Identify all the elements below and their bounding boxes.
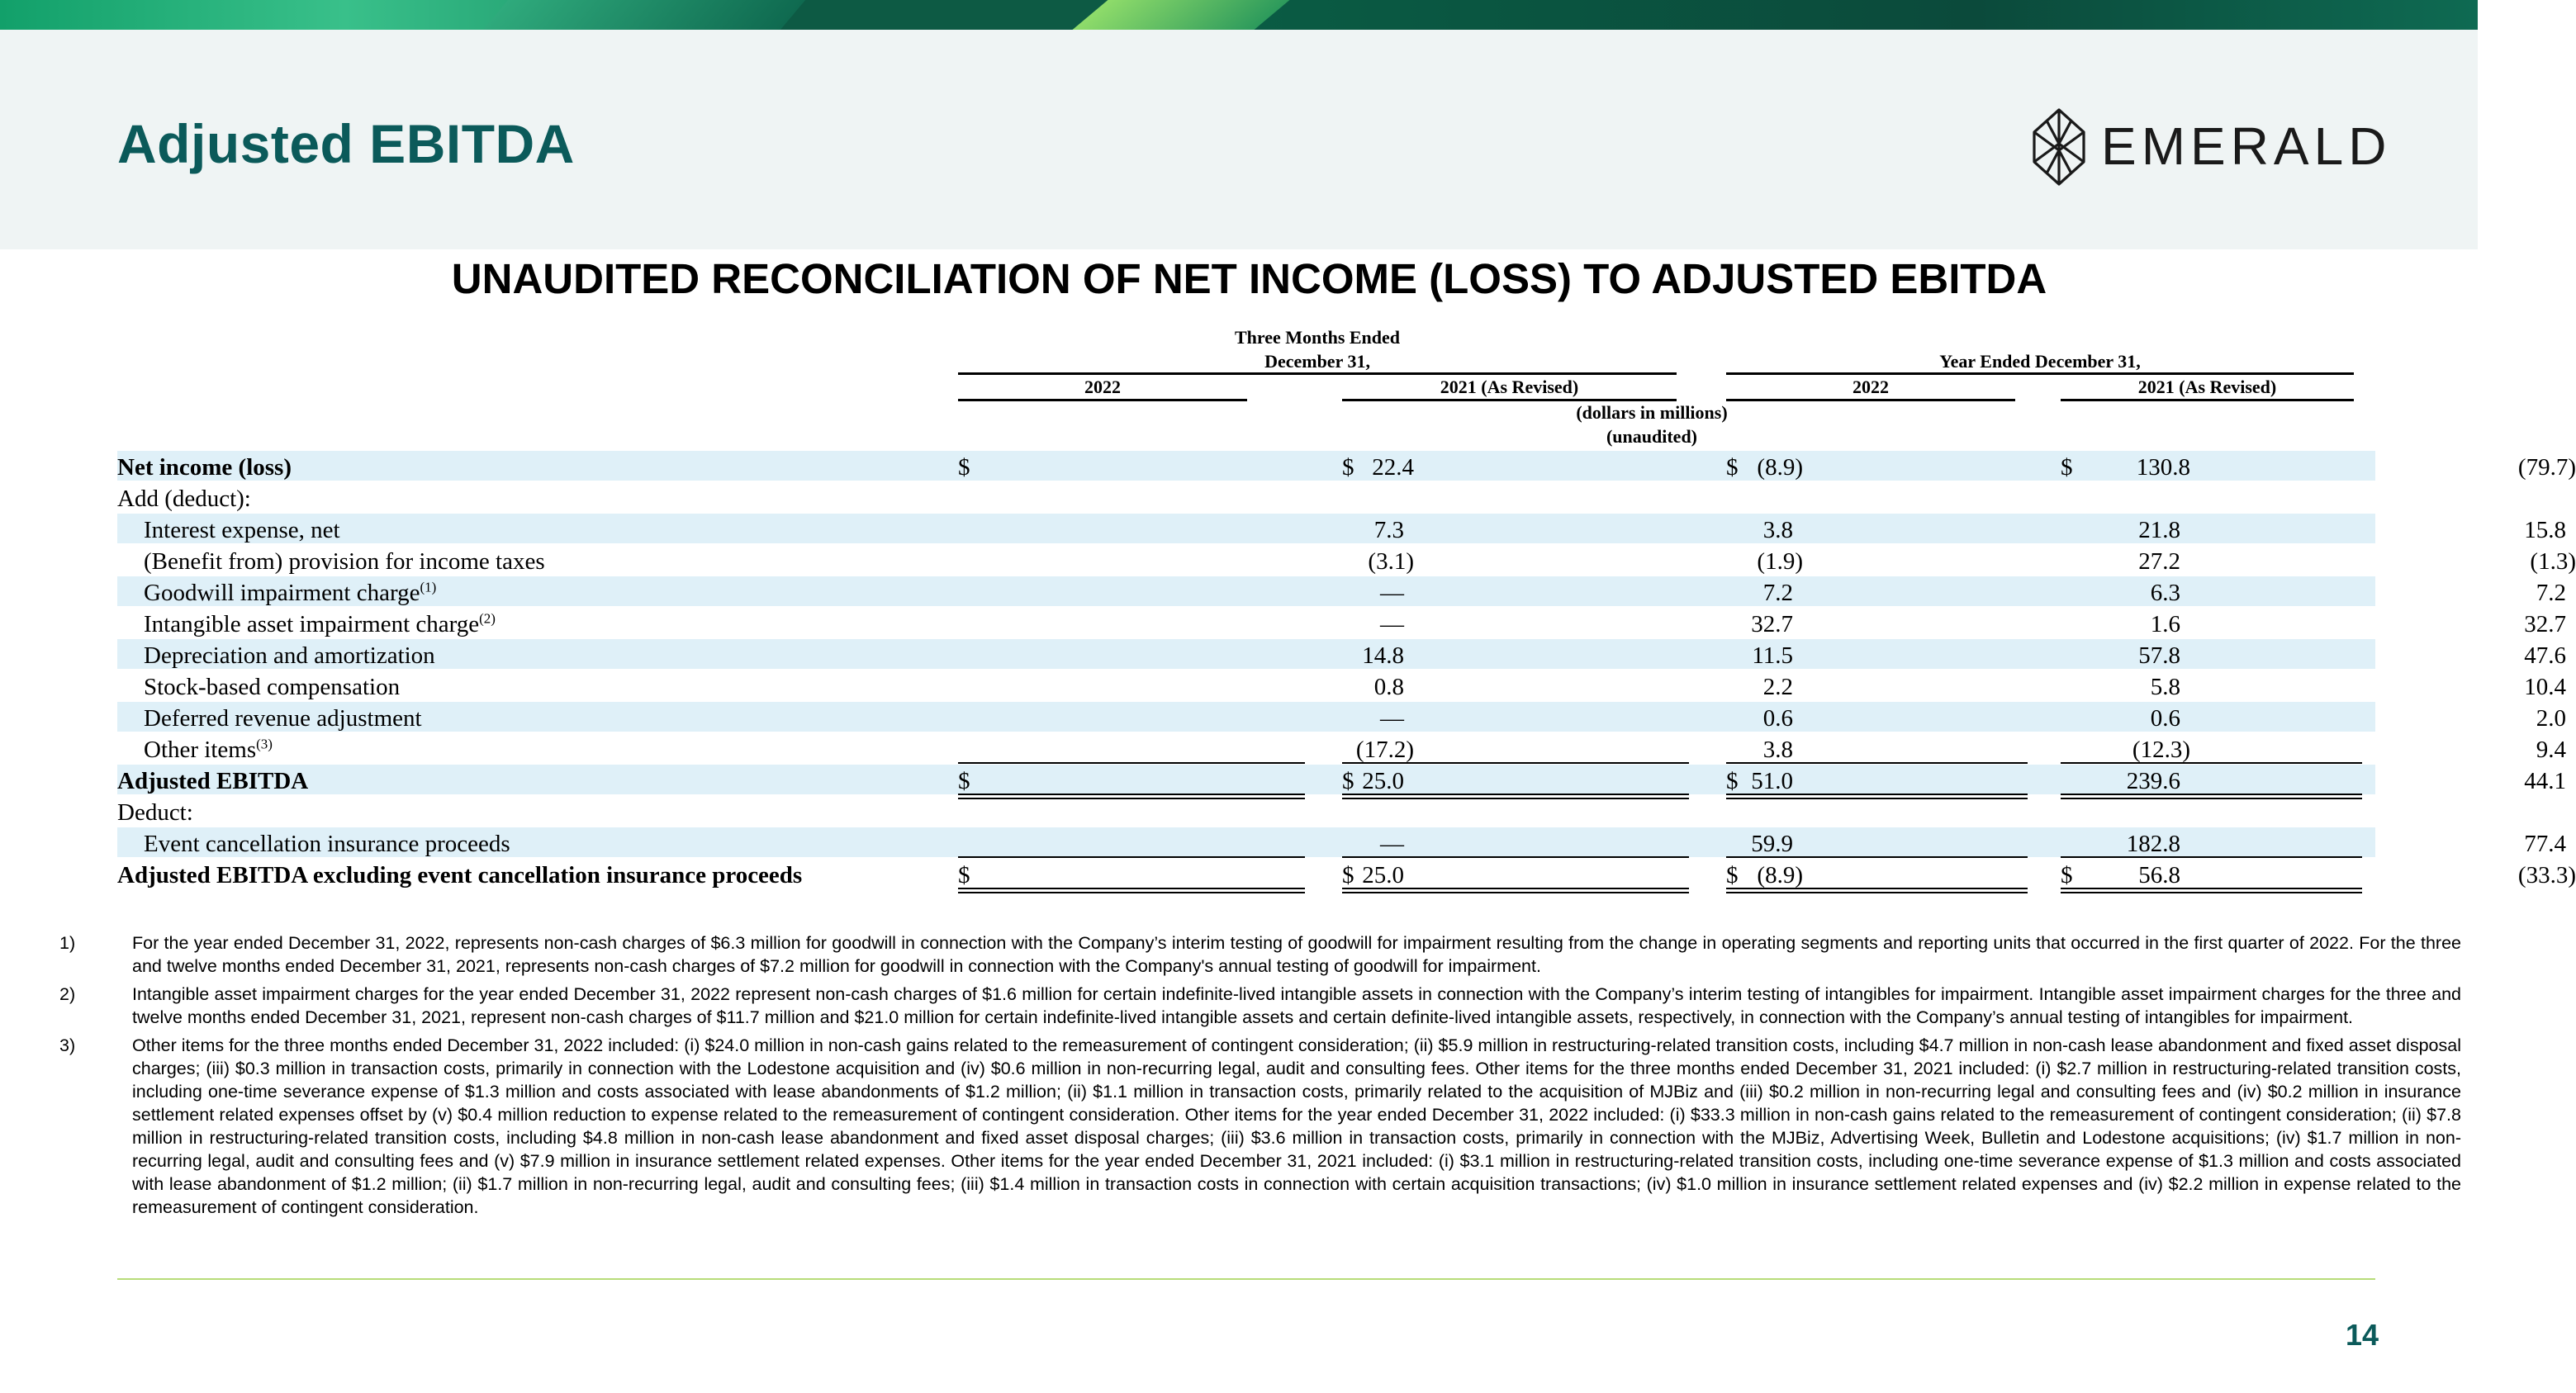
footnote-number: 1) (59, 933, 76, 953)
value-cell: 7.2 (2536, 580, 2566, 606)
subtotal-rule-3 (1726, 856, 2028, 858)
subtotal-rule-3 (1726, 762, 2028, 764)
three-months-header-line2: December 31, (1264, 351, 1370, 372)
currency-symbol: $ (2061, 454, 2073, 481)
value-cell: 7.3 (1373, 517, 1404, 543)
subtotal-rule-4 (2061, 856, 2362, 858)
table-row (117, 859, 2576, 888)
emerald-gem-icon (2032, 107, 2086, 187)
currency-symbol: $ (958, 454, 970, 481)
subtotal-rule-4 (2061, 762, 2362, 764)
subtotal-rule-2 (1342, 856, 1689, 858)
row-label: Depreciation and amortization (144, 642, 435, 669)
value-cell: 3.8 (1762, 517, 1793, 543)
currency-symbol: $ (958, 768, 970, 794)
currency-symbol: $ (1342, 454, 1354, 481)
col-header-rule-2 (1342, 399, 1677, 401)
col-header-4: 2021 (As Revised) (2137, 377, 2277, 397)
value-cell: 6.3 (2150, 580, 2180, 606)
value-cell: 0.6 (2150, 705, 2180, 732)
year-ended-header-rule (1726, 372, 2354, 375)
footnote-number: 2) (59, 984, 76, 1004)
table-row (117, 482, 2375, 512)
row-label-text: Intangible asset impairment charge (144, 611, 480, 637)
value-cell: 27.2 (2138, 548, 2180, 575)
table-row (117, 702, 2566, 732)
row-label: Deduct: (117, 799, 193, 826)
value-cell: — (1380, 611, 1404, 637)
row-label (144, 580, 436, 607)
value-cell: 22.4 (1372, 454, 1414, 481)
value-cell: 32.7 (1751, 611, 1793, 637)
slide-title: Adjusted EBITDA (117, 113, 575, 174)
currency-symbol: $ (1726, 454, 1739, 481)
logo-wordmark: EMERALD (2101, 116, 2392, 176)
unaudited-label: (unaudited) (1606, 426, 1698, 447)
footnote-text: Other items for the three months ended December 31, 2022 included: (i) $24.0 million in non-cash gains related to the remeasurement of contingent consideration; (ii) $5.9 million in restructuring-related transition costs, including $4.7 million in non-cash lease abandonment and fixed asset disposal charges; (iii) $0.3 million in transaction costs, primarily in connection with the Lodestone acquisition and (iv) $0.6 million in non-recurring legal, audit and consulting fees. Other items for the three months ended December 31, 2021 included: (i) $2.7 million in restructuring-related transition costs, including one-time severance expense of $1.3 million and costs associated with lease abandonments of $1.2 million; (ii) $1.1 million in transaction costs, primarily related to the acquisition of MJBiz and (iii) $0.2 million in non-recurring legal and consulting fees and (iv) $0.2 million in insurance settlement related expenses offset by (v) $0.4 million reduction to expense related to the remeasurement of contingent consideration. Other items for the year ended December 31, 2022 included: (i) $33.3 million in non-cash gains related to the remeasurement of contingent consideration; (ii) $7.8 million in restructuring-related transition costs, including $4.8 million in non-cash lease abandonment and fixed asset disposal charges; (iii) $3.6 million in transaction costs, primarily in connection with the MJBiz, Advertising Week, Bulletin and Lodestone acquisitions; (iv) $1.7 million in non-recurring legal, audit and consulting fees and (v) $7.9 million in insurance settlement related expenses. Other items for the year ended December 31, 2021 included: (i) $3.1 million in restructuring-related transition costs, including one-time severance expense of $1.3 million and costs associated with lease abandonment of $1.2 million; (ii) $1.7 million in non-recurring legal, audit and consulting fees; (iii) $1.4 million in transaction costs in connection with certain acquisition transactions; (iv) $1.0 million in insurance settlement related expenses and (iv) $2.2 million in expense related to the remeasurement of contingent consideration. (132, 1035, 2461, 1217)
col-header-2: 2021 (As Revised) (1440, 377, 1579, 397)
col-header-rule-4 (2061, 399, 2354, 401)
footnote-ref: (1) (420, 579, 437, 595)
row-label (144, 737, 273, 764)
value-cell: — (1380, 580, 1404, 606)
footnote-text: Intangible asset impairment charges for the year ended December 31, 2022 represent non-cash charges of $1.6 million for certain indefinite-lived intangible assets in connection with the Company’s interim testing of intangibles for impairment. Intangible asset impairment charges for the three and twelve months ended December 31, 2021, represent non-cash charges of $11.7 million and $21.0 million for certain indefinite-lived intangible assets and certain definite-lived intangible assets, respectively, in connection with the Company’s annual testing of intangibles for impairment. (132, 984, 2461, 1027)
value-cell: 130.8 (2136, 454, 2190, 481)
subtotal-rule-1 (958, 856, 1305, 858)
value-cell: 7.2 (1762, 580, 1793, 606)
double-rule-2 (1342, 888, 1689, 893)
value-cell: 32.7 (2524, 611, 2566, 637)
currency-symbol: $ (1342, 768, 1354, 794)
value-cell: 9.4 (2536, 737, 2566, 763)
bottom-divider (117, 1278, 2375, 1280)
value-cell: 11.5 (1752, 642, 1793, 669)
value-cell: — (1380, 705, 1404, 732)
footnote-number: 3) (59, 1035, 76, 1055)
value-cell: — (1380, 831, 1404, 857)
table-row (117, 670, 2566, 700)
year-ended-header: Year Ended December 31, (1939, 351, 2141, 372)
value-cell: 57.8 (2138, 642, 2180, 669)
row-label: Event cancellation insurance proceeds (144, 831, 510, 857)
table-row (117, 576, 2566, 606)
footnote-text: For the year ended December 31, 2022, represents non-cash charges of $6.3 million for goodwill in connection with the Company’s interim testing of goodwill for impairment resulting from the change in operating segments and reporting units that occurred in the first quarter of 2022. For the three and twelve months ended December 31, 2021, represents non-cash charges of $7.2 million for goodwill in connection with the Company's annual testing of goodwill for impairment. (132, 933, 2461, 976)
value-cell: (8.9) (1757, 862, 1803, 888)
table-row (117, 765, 2566, 794)
table-row (117, 608, 2566, 637)
table-row (117, 514, 2566, 543)
row-label: Add (deduct): (117, 486, 251, 512)
value-cell: 44.1 (2524, 768, 2566, 794)
value-cell: 25.0 (1362, 862, 1404, 888)
row-label: Deferred revenue adjustment (144, 705, 422, 732)
table-row (117, 733, 2566, 763)
value-cell: 51.0 (1751, 768, 1793, 794)
currency-symbol: $ (1726, 768, 1739, 794)
col-header-rule-3 (1726, 399, 2015, 401)
value-cell: (17.2) (1355, 737, 1414, 763)
footnotes (59, 931, 2461, 1224)
table-row (117, 796, 2375, 826)
currency-symbol: $ (1342, 862, 1354, 888)
table-row (117, 827, 2566, 857)
value-cell: 0.8 (1373, 674, 1404, 700)
value-cell: 5.8 (2150, 674, 2180, 700)
row-label: Adjusted EBITDA excluding event cancellation insurance proceeds (117, 862, 803, 888)
table-row (117, 545, 2576, 575)
value-cell: 47.6 (2524, 642, 2566, 669)
table-heading: UNAUDITED RECONCILIATION OF NET INCOME (LOSS) TO ADJUSTED EBITDA (451, 255, 2047, 302)
table-row (117, 451, 2576, 481)
currency-symbol: $ (1726, 862, 1739, 888)
three-months-header-rule (958, 372, 1677, 375)
footnote (59, 983, 2461, 1029)
currency-symbol: $ (2061, 862, 2073, 888)
value-cell: (33.3) (2517, 862, 2576, 888)
value-cell: 77.4 (2524, 831, 2566, 857)
col-header-3: 2022 (1853, 377, 1889, 397)
value-cell: 3.8 (1762, 737, 1793, 763)
value-cell: 25.0 (1362, 768, 1404, 794)
subtotal-rule-1 (958, 762, 1305, 764)
double-rule-1 (958, 888, 1305, 893)
footnote-ref: (3) (256, 736, 273, 752)
value-cell: 15.8 (2524, 517, 2566, 543)
value-cell: 239.6 (2126, 768, 2180, 794)
value-cell: (1.9) (1757, 548, 1803, 575)
row-label-text: Goodwill impairment charge (144, 580, 420, 606)
value-cell: 0.6 (1762, 705, 1793, 732)
value-cell: 10.4 (2524, 674, 2566, 700)
subtotal-rule-2 (1342, 762, 1689, 764)
value-cell: (12.3) (2132, 737, 2190, 763)
value-cell: 56.8 (2138, 862, 2180, 888)
double-rule-3 (1726, 888, 2028, 893)
footnote (59, 931, 2461, 978)
double-rule-4 (2061, 888, 2362, 893)
col-header-1: 2022 (1084, 377, 1121, 397)
value-cell: 14.8 (1362, 642, 1404, 669)
emerald-logo (2032, 107, 2392, 187)
units-label: (dollars in millions) (1576, 402, 1728, 423)
value-cell: (3.1) (1368, 548, 1414, 575)
top-decorative-band (0, 0, 2478, 30)
row-label: Net income (loss) (117, 454, 292, 481)
row-label: Interest expense, net (144, 517, 340, 543)
footnote-ref: (2) (479, 610, 496, 627)
row-label-text: Other items (144, 737, 257, 763)
value-cell: (79.7) (2517, 454, 2576, 481)
value-cell: 1.6 (2150, 611, 2180, 637)
row-label: Adjusted EBITDA (117, 768, 309, 794)
value-cell: (8.9) (1757, 454, 1803, 481)
value-cell: 21.8 (2138, 517, 2180, 543)
page-number: 14 (2345, 1318, 2379, 1352)
value-cell: 182.8 (2126, 831, 2180, 857)
three-months-header-line1: Three Months Ended (1234, 327, 1401, 348)
row-label (144, 611, 496, 638)
value-cell: 59.9 (1751, 831, 1793, 857)
value-cell: 2.2 (1762, 674, 1793, 700)
row-label: Stock-based compensation (144, 674, 401, 700)
col-header-rule-1 (958, 399, 1247, 401)
footnote (59, 1034, 2461, 1219)
table-row (117, 639, 2566, 669)
currency-symbol: $ (958, 862, 970, 888)
value-cell: (1.3) (2530, 548, 2576, 575)
row-label: (Benefit from) provision for income taxes (144, 548, 545, 575)
value-cell: 2.0 (2536, 705, 2566, 732)
